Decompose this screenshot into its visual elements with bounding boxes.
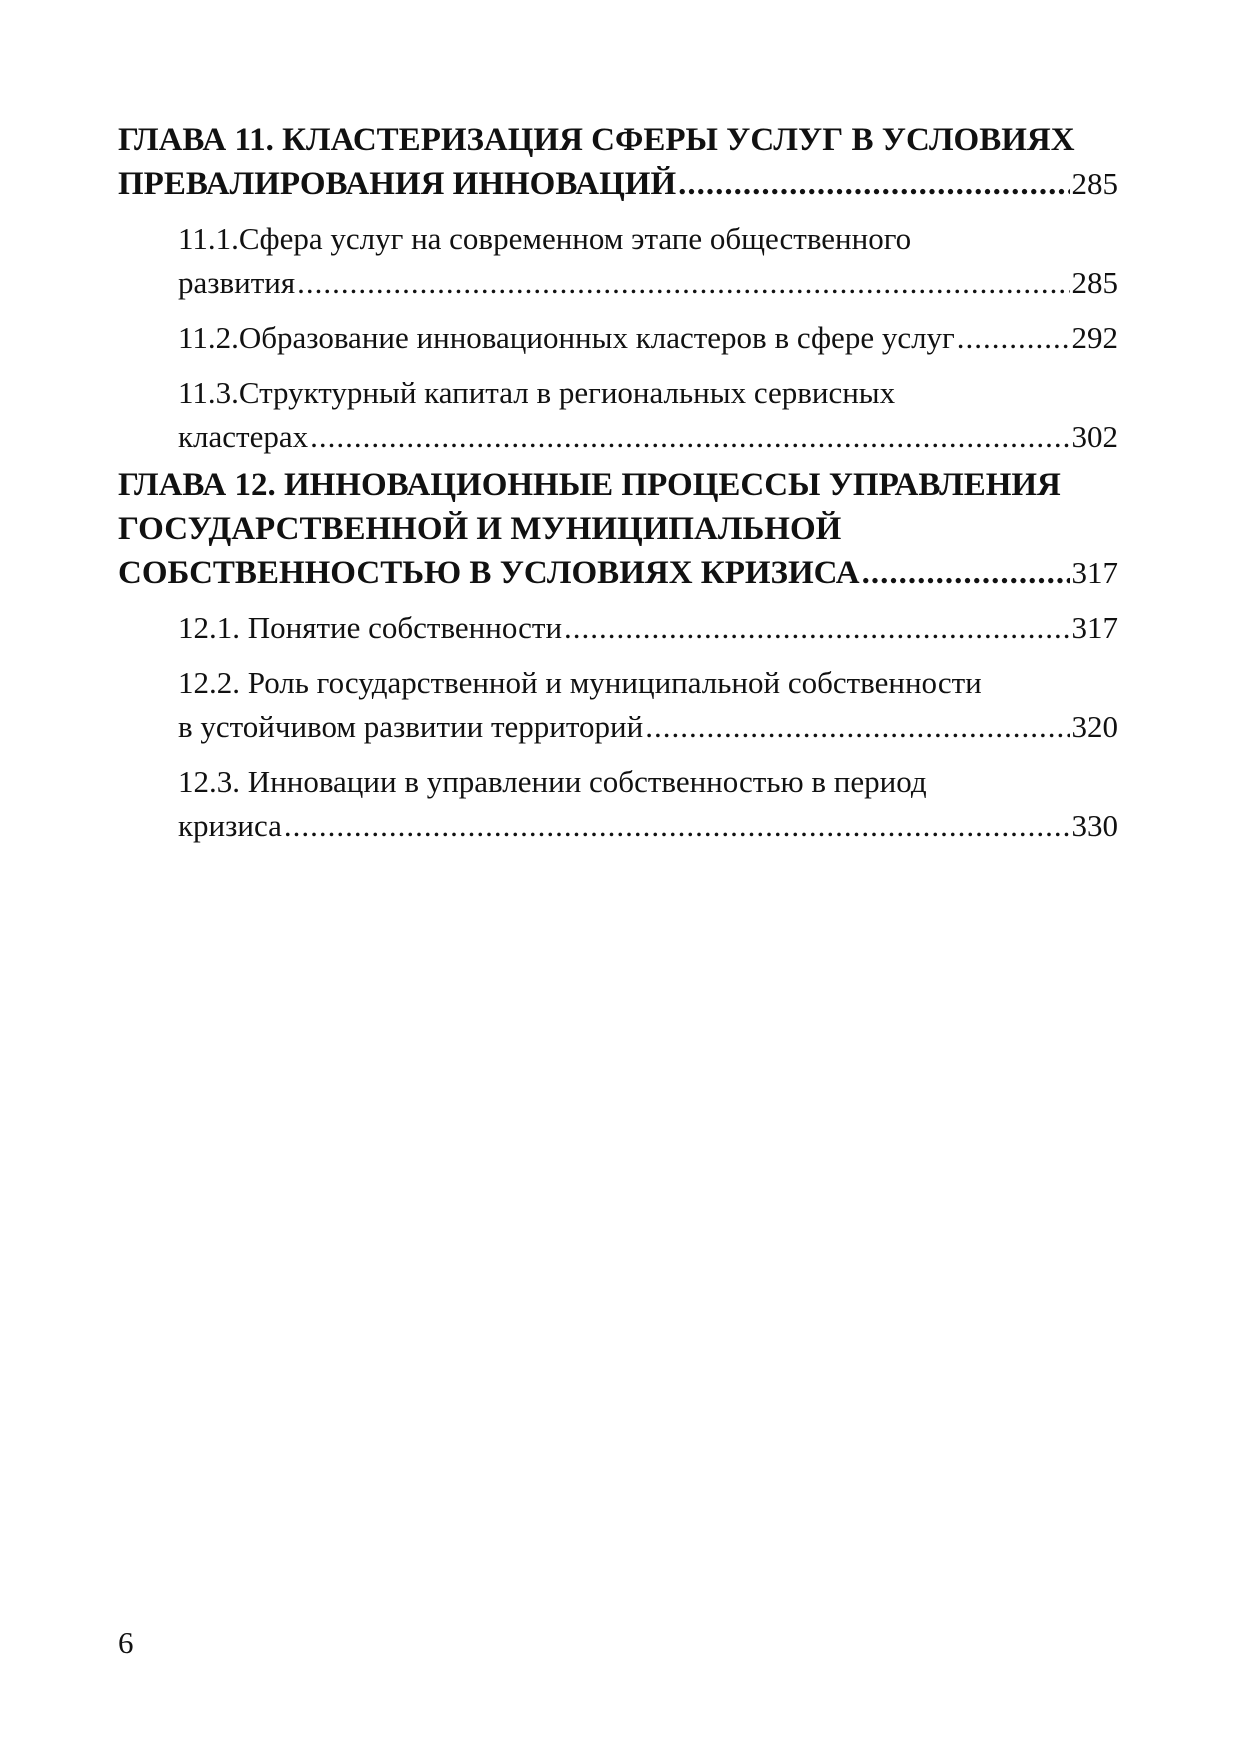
- chapter-title-line: ГОСУДАРСТВЕННОЙ И МУНИЦИПАЛЬНОЙ: [118, 511, 842, 547]
- toc-page-number: 317: [1071, 610, 1118, 645]
- dot-leader: [862, 551, 1070, 595]
- dot-leader: [564, 606, 1069, 650]
- chapter-title-line: ГЛАВА 12. ИННОВАЦИОННЫЕ ПРОЦЕССЫ УПРАВЛЕНИЯ: [118, 467, 1061, 503]
- section-title-line: кризиса: [178, 808, 282, 843]
- toc-page-number: 320: [1071, 709, 1118, 744]
- toc-section-11-3: [118, 371, 1118, 459]
- section-title-line: кластерах: [178, 419, 309, 454]
- toc-section-12-1: [118, 606, 1118, 650]
- toc-page-number: 292: [1071, 320, 1118, 355]
- toc-section-11-2: [118, 316, 1118, 360]
- section-title-line: 12.1. Понятие собственности: [178, 610, 563, 645]
- page-number: 6: [118, 1625, 134, 1660]
- toc-page-number: 317: [1071, 555, 1118, 590]
- dot-leader: [297, 261, 1069, 305]
- section-title-line: 11.2.Образование инновационных кластеров в сфере услуг: [178, 320, 955, 355]
- section-title-line: в устойчивом развитии территорий: [178, 709, 644, 744]
- toc-section-12-2: [118, 661, 1118, 749]
- table-of-contents: [118, 118, 1118, 848]
- chapter-title-line: СОБСТВЕННОСТЬЮ В УСЛОВИЯХ КРИЗИСА: [118, 555, 860, 591]
- dot-leader: [284, 804, 1070, 848]
- toc-chapter-11: [118, 118, 1118, 206]
- dot-leader: [678, 162, 1069, 206]
- dot-leader: [957, 316, 1070, 360]
- section-title-line: развития: [178, 265, 296, 300]
- chapter-title-line: ПРЕВАЛИРОВАНИЯ ИННОВАЦИЙ: [118, 166, 677, 202]
- section-title-line: 11.1.Сфера услуг на современном этапе общественного: [178, 221, 912, 256]
- toc-page-number: 285: [1071, 265, 1118, 300]
- toc-section-11-1: [118, 217, 1118, 305]
- section-title-line: 12.2. Роль государственной и муниципальной собственности: [178, 665, 982, 700]
- toc-section-12-3: [118, 760, 1118, 848]
- dot-leader: [645, 705, 1069, 749]
- toc-page-number: 330: [1071, 808, 1118, 843]
- toc-page-number: 302: [1071, 419, 1118, 454]
- dot-leader: [310, 415, 1069, 459]
- toc-page-number: 285: [1071, 166, 1118, 201]
- chapter-title-line: ГЛАВА 11. КЛАСТЕРИЗАЦИЯ СФЕРЫ УСЛУГ В УСЛОВИЯХ: [118, 122, 1075, 158]
- section-title-line: 11.3.Структурный капитал в региональных сервисных: [178, 375, 896, 410]
- toc-chapter-12: [118, 463, 1118, 595]
- section-title-line: 12.3. Инновации в управлении собственностью в период: [178, 764, 927, 799]
